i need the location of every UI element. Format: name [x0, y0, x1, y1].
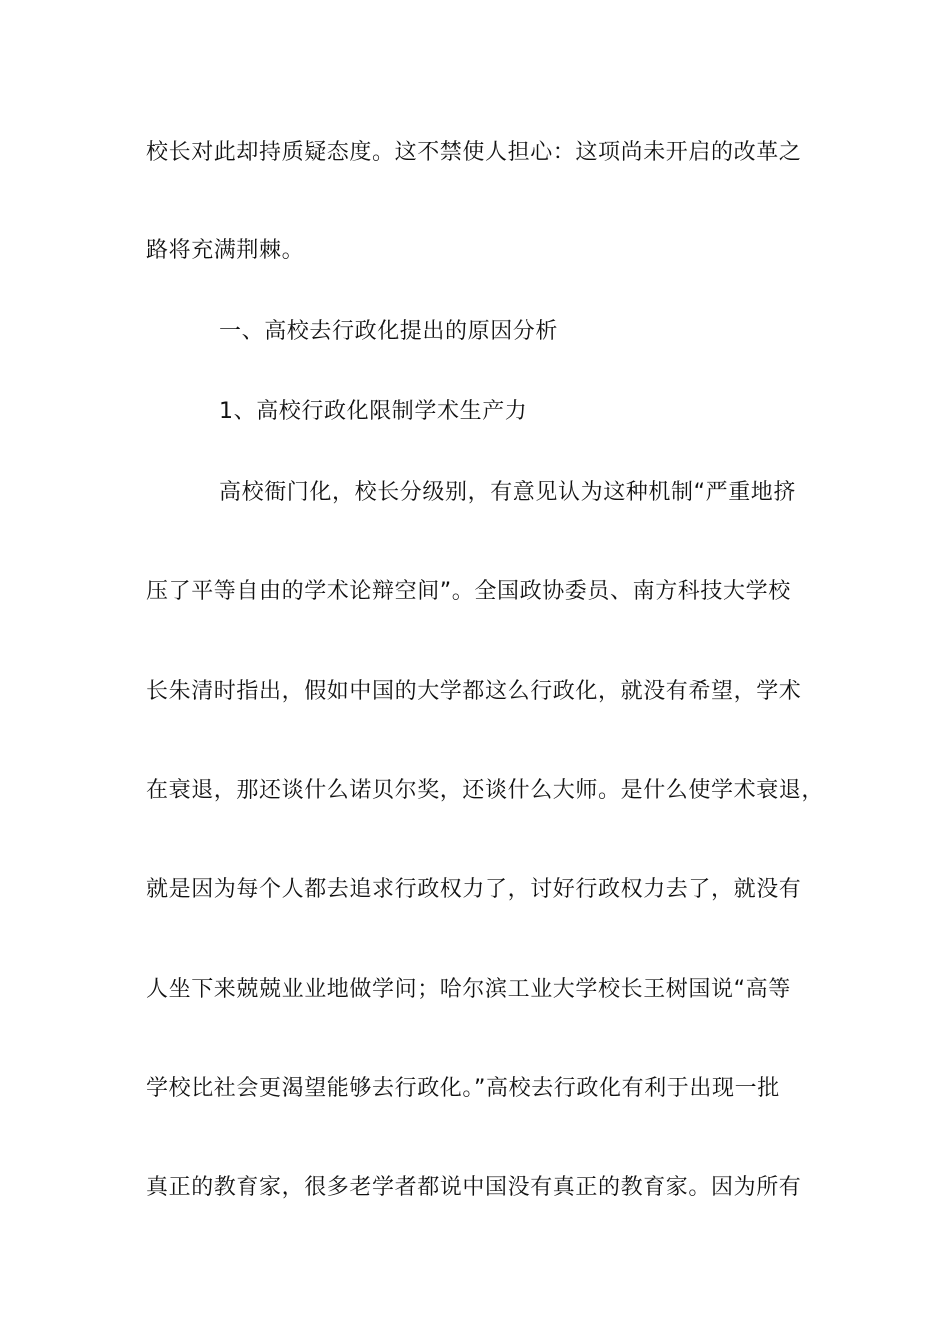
subsection-heading: 1、高校行政化限制学术生产力	[219, 399, 528, 424]
text-line: 路将充满荆棘。	[146, 238, 305, 263]
text-line: 就是因为每个人都去追求行政权力了，讨好行政权力去了，就没有	[146, 877, 802, 902]
text-line: 压了平等自由的学术论辩空间”。全国政协委员、南方科技大学校	[146, 579, 791, 604]
text-line: 长朱清时指出，假如中国的大学都这么行政化，就没有希望，学术	[146, 679, 802, 704]
section-heading: 一、高校去行政化提出的原因分析	[219, 319, 559, 344]
text-line: 人坐下来兢兢业业地做学问；哈尔滨工业大学校长王树国说“高等	[146, 977, 791, 1002]
text-line: 真正的教育家，很多老学者都说中国没有真正的教育家。因为所有	[146, 1175, 802, 1200]
text-line: 在衰退，那还谈什么诺贝尔奖，还谈什么大师。是什么使学术衰退，	[146, 778, 825, 803]
text-line: 学校比社会更渴望能够去行政化。”高校去行政化有利于出现一批	[146, 1076, 780, 1101]
paragraph-first-line: 高校衙门化，校长分级别，有意见认为这种机制“严重地挤	[219, 480, 796, 505]
text-line: 校长对此却持质疑态度。这不禁使人担心：这项尚未开启的改革之	[146, 140, 802, 165]
